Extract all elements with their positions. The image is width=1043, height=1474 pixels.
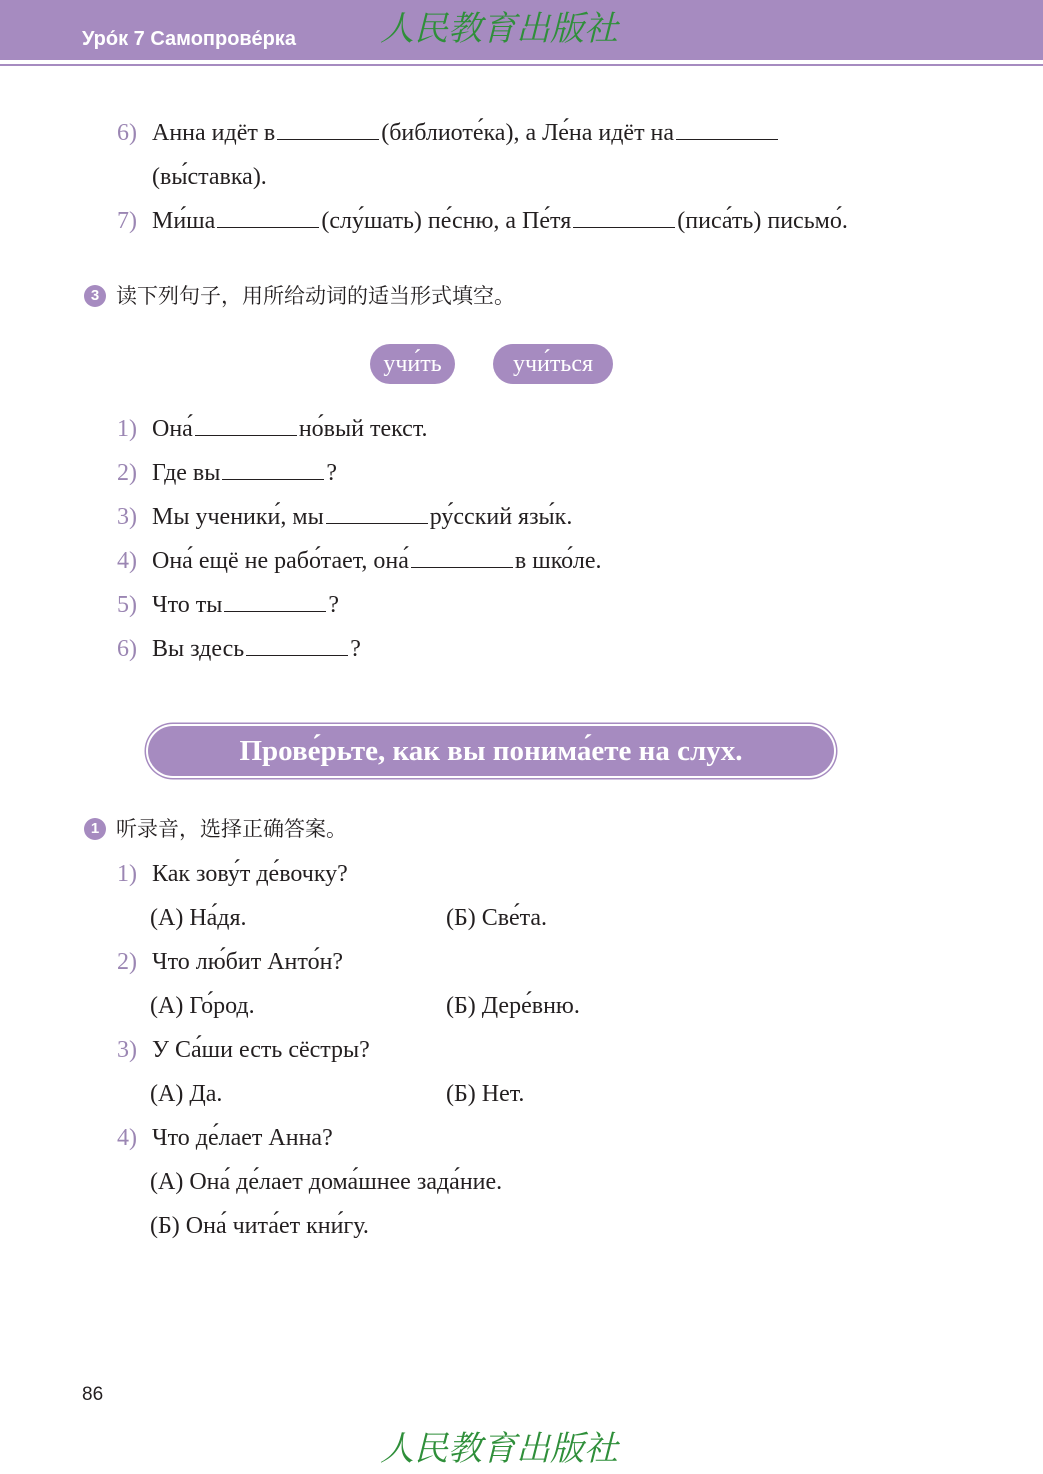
answer-blank[interactable]: [676, 119, 778, 140]
task-number-badge: 3: [84, 285, 106, 307]
item-number: 1): [117, 416, 137, 442]
item-number: 6): [117, 636, 137, 662]
answer-blank[interactable]: [411, 547, 513, 568]
answer-option-b[interactable]: (Б) Све́та.: [446, 905, 548, 931]
exercise-line: Вы здесь ?: [152, 636, 361, 662]
question-text: Как зову́т де́вочку?: [152, 861, 348, 887]
answer-option-a[interactable]: (А) Да.: [150, 1081, 223, 1107]
publisher-logo: [380, 1426, 670, 1472]
exercise-line: Она́ ещё не рабо́тает, она́ в шко́ле.: [152, 548, 602, 574]
exercise-line-continued: (вы́ставка).: [152, 164, 267, 190]
question-text: Что де́лает Анна?: [152, 1125, 333, 1151]
answer-blank[interactable]: [217, 207, 319, 228]
question-number: 3): [117, 1037, 137, 1063]
question-text: У Са́ши есть сёстры?: [152, 1037, 370, 1063]
item-number: 4): [117, 548, 137, 574]
item-number: 3): [117, 504, 137, 530]
answer-option-b[interactable]: (Б) Она́ чита́ет кни́гу.: [150, 1213, 369, 1239]
task-instruction: 听录音，选择正确答案。: [116, 817, 347, 841]
section-banner: [148, 726, 834, 776]
exercise-line: Она́ но́вый текст.: [152, 416, 428, 442]
svg-text:人民教育出版社: 人民教育出版社: [380, 1429, 618, 1469]
exercise-line: Что ты ?: [152, 592, 340, 618]
exercise-line: Мы ученики́, мы ру́сский язы́к.: [152, 504, 573, 530]
section-title: Прове́рьте, как вы понима́ете на слух.: [239, 735, 743, 767]
question-number: 4): [117, 1125, 137, 1151]
answer-option-a[interactable]: (А) Она́ де́лает дома́шнее зада́ние.: [150, 1169, 503, 1195]
answer-blank[interactable]: [224, 591, 326, 612]
lesson-title: Уро́к 7 Самопрове́рка: [82, 28, 296, 50]
answer-option-a[interactable]: (А) На́дя.: [150, 905, 247, 931]
answer-blank[interactable]: [222, 459, 324, 480]
question-number: 2): [117, 949, 137, 975]
header-divider: [0, 64, 1043, 66]
item-number: 2): [117, 460, 137, 486]
answer-option-a[interactable]: (А) Го́род.: [150, 993, 255, 1019]
word-option: учи́ться: [493, 344, 613, 384]
exercise-line: Анна идёт в (библиоте́ка), а Ле́на идёт на: [152, 118, 780, 148]
answer-blank[interactable]: [246, 635, 348, 656]
item-number: 5): [117, 592, 137, 618]
item-number: 7): [117, 208, 137, 234]
exercise-line: Где вы ?: [152, 460, 338, 486]
question-number: 1): [117, 861, 137, 887]
task-instruction: 读下列句子，用所给动词的适当形式填空。: [116, 284, 515, 308]
answer-blank[interactable]: [195, 415, 297, 436]
publisher-logo: [380, 6, 670, 52]
answer-blank[interactable]: [277, 119, 379, 140]
answer-option-b[interactable]: (Б) Нет.: [446, 1081, 525, 1107]
task-number-badge: 1: [84, 818, 106, 840]
answer-blank[interactable]: [326, 503, 428, 524]
exercise-line: Ми́ша (слу́шать) пе́сню, а Пе́тя (писа́ть) письмо́.: [152, 208, 848, 234]
item-number: 6): [117, 120, 137, 146]
word-option: учи́ть: [370, 344, 455, 384]
question-text: Что лю́бит Анто́н?: [152, 949, 344, 975]
answer-option-b[interactable]: (Б) Дере́вню.: [446, 993, 580, 1019]
page-number: 86: [82, 1384, 104, 1405]
answer-blank[interactable]: [573, 207, 675, 228]
svg-text:人民教育出版社: 人民教育出版社: [380, 9, 618, 49]
